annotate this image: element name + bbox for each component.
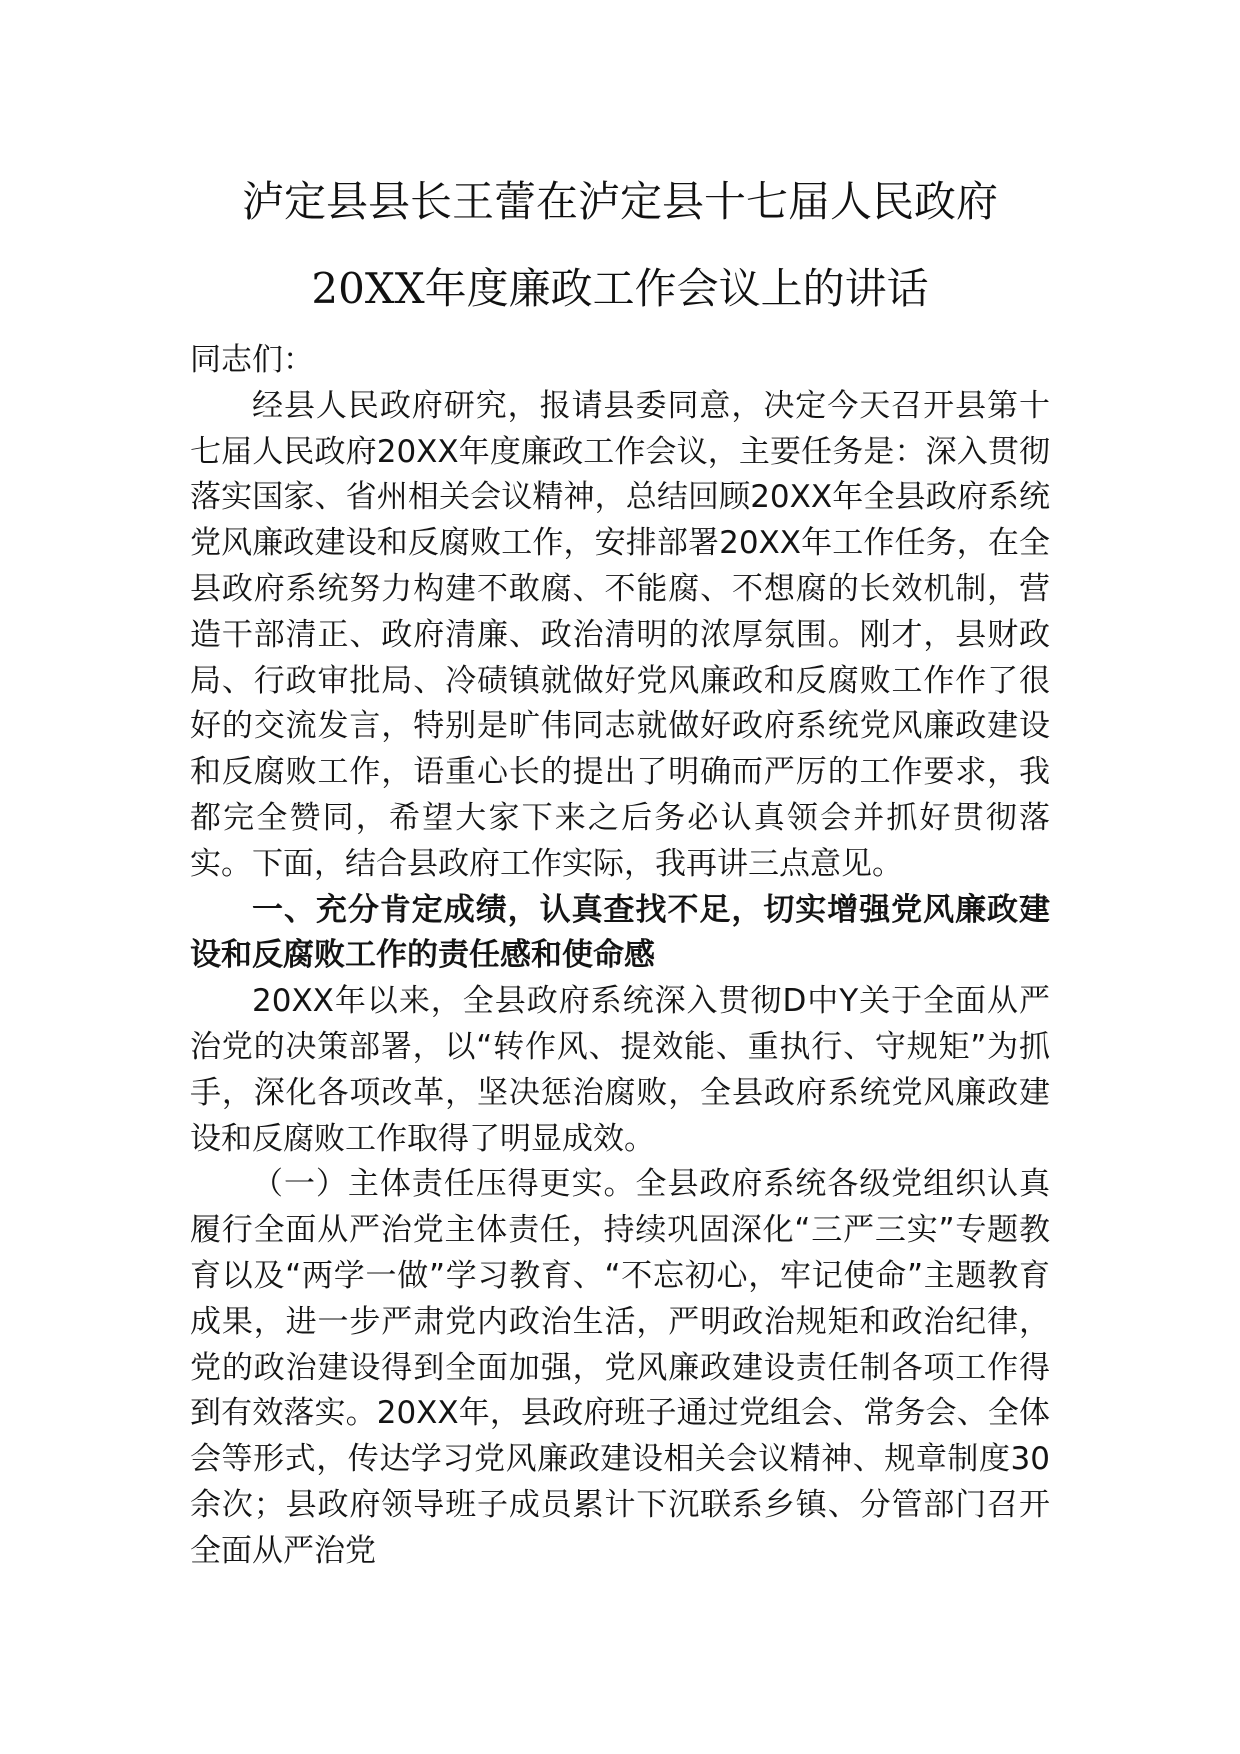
document-body [190,338,1050,1575]
section-heading-1: 一、充分肯定成绩，认真查找不足，切实增强党风廉政建设和反腐败工作的责任感和使命感 [190,891,1050,974]
salutation: 同志们： [190,342,314,378]
paragraph-achievements: 20XX年以来，全县政府系统深入贯彻D中Y关于全面从严治党的决策部署，以“转作风、提效能、重执行、守规矩”为抓手，深化各项改革，坚决惩治腐败，全县政府系统党风廉政建设和反腐败工作取得了明显成效。 [190,983,1050,1157]
paragraph-subject-responsibility: （一）主体责任压得更实。全县政府系统各级党组织认真履行全面从严治党主体责任，持续巩固深化“三严三实”专题教育以及“两学一做”学习教育、“不忘初心，牢记使命”主题教育成果，进一步严肃党内政治生活，严明政治规矩和政治纪律，党的政治建设得到全面加强，党风廉政建设责任制各项工作得到有效落实。20XX年，县政府班子通过党组会、常务会、全体会等形式，传达学习党风廉政建设相关会议精神、规章制度30余次；县政府领导班子成员累计下沉联系乡镇、分管部门召开全面从严治党 [190,1166,1050,1569]
document-title-line-2: 20XX年度廉政工作会议上的讲话 [311,264,929,313]
paragraph-intro: 经县人民政府研究，报请县委同意，决定今天召开县第十七届人民政府20XX年度廉政工作会议，主要任务是：深入贯彻落实国家、省州相关会议精神，总结回顾20XX年全县政府系统党风廉政建设和反腐败工作，安排部署20XX年工作任务，在全县政府系统努力构建不敢腐、不能腐、不想腐的长效机制，营造干部清正、政府清廉、政治清明的浓厚氛围。刚才，县财政局、行政审批局、冷碛镇就做好党风廉政和反腐败工作作了很好的交流发言，特别是旷伟同志就做好政府系统党风廉政建设和反腐败工作，语重心长的提出了明确而严厉的工作要求，我都完全赞同，希望大家下来之后务必认真领会并抓好贯彻落实。下面，结合县政府工作实际，我再讲三点意见。 [190,387,1050,882]
document-title-line-1: 泸定县县长王蕾在泸定县十七届人民政府 [241,177,998,226]
